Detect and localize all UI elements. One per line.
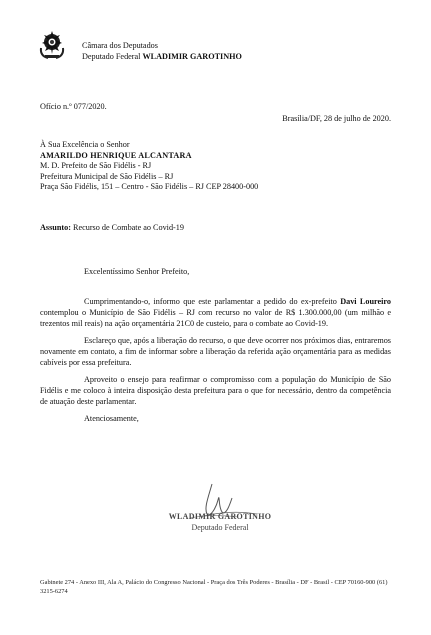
letter-date: Brasília/DF, 28 de julho de 2020. (282, 114, 391, 123)
deputy-line (82, 51, 242, 62)
deputy-title: Deputado Federal (82, 52, 143, 61)
body-paragraph-3: Aproveito o ensejo para reafirmar o compromisso com a população do Município de São Fidélis e me coloco à inteira disposição desta prefeitura para o que for necessário, dentro da competência de atuação deste parlamentar. (40, 375, 391, 406)
recipient-address: Praça São Fidélis, 151 – Centro - São Fidélis – RJ CEP 28400-000 (40, 182, 259, 191)
signatory-name: WLADIMIR GAROTINHO (168, 512, 272, 521)
salutation: Excelentíssimo Senhor Prefeito, (84, 267, 190, 276)
letter-reference: Ofício n.º 077/2020. (40, 102, 107, 111)
closing: Atenciosamente, (84, 414, 139, 423)
footer-address: Gabinete 274 - Anexo III, Ala A, Palácio do Congresso Nacional - Praça dos Três Poderes - Brasília - DF - Brasil - CEP 70160-900 (61) 3215-6274 (40, 579, 388, 595)
subject-label: Assunto: (40, 223, 71, 232)
recipient-greeting: À Sua Excelência o Senhor (40, 140, 130, 149)
body-paragraph-1: Cumprimentando-o, informo que este parlamentar a pedido do ex-prefeito Davi Loureiro contemplou o Município de São Fidélis – RJ com recurso no valor de R$ 1.300.000,00 (um milhão e trezentos mil reais) na ação orçamentária 21C0 de custeio, para o combate ao Covid-19. (40, 297, 391, 328)
coat-of-arms-icon (38, 30, 66, 60)
letterhead (82, 40, 242, 62)
subject-text: Recurso de Combate ao Covid-19 (70, 223, 184, 232)
former-mayor-name: Davi Loureiro (340, 297, 391, 306)
body-paragraph-2: Esclareço que, após a liberação do recurso, o que deve ocorrer nos próximos dias, entraremos novamente em contato, a fim de informar sobre a liberação da referida ação orçamentária para as medidas cabíveis por essa prefeitura. (40, 336, 391, 367)
recipient-block (40, 140, 258, 193)
recipient-office: Prefeitura Municipal de São Fidélis – RJ (40, 171, 174, 181)
deputy-name: WLADIMIR GAROTINHO (142, 52, 242, 61)
subject-line (40, 223, 184, 232)
recipient-role: M. D. Prefeito de São Fidélis - RJ (40, 161, 152, 170)
recipient-name: AMARILDO HENRIQUE ALCANTARA (40, 150, 192, 160)
chamber-name: Câmara dos Deputados (82, 41, 158, 50)
letter-body (40, 296, 391, 430)
signatory-role: Deputado Federal (191, 523, 249, 532)
